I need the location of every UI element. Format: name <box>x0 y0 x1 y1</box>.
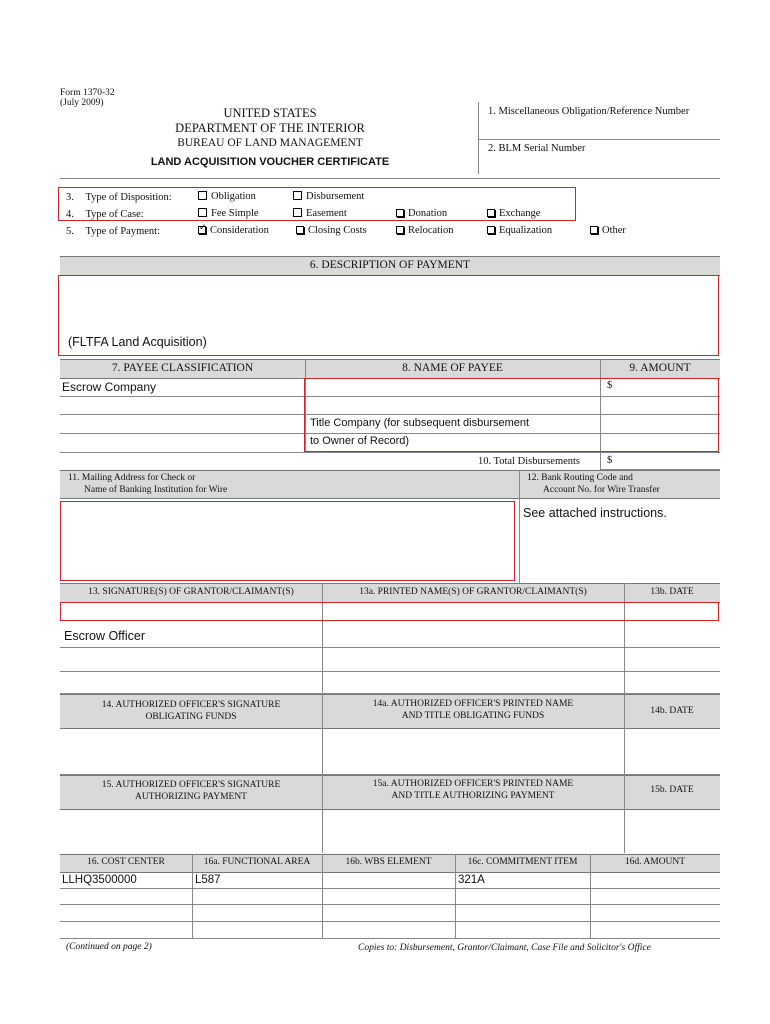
commitment-item-header: 16c. COMMITMENT ITEM <box>467 857 578 867</box>
continued-note: (Continued on page 2) <box>66 942 152 952</box>
auth15-date-header: 15b. DATE <box>650 785 694 795</box>
form-date: (July 2009) <box>60 98 104 108</box>
col-divider <box>624 694 625 774</box>
routing-label-a: 12. Bank Routing Code and <box>527 473 633 483</box>
header-bottom-rule <box>60 178 720 179</box>
payment-row: 5. Type of Payment: <box>66 226 160 237</box>
checkbox-icon[interactable] <box>198 208 207 217</box>
mailing-address-field[interactable] <box>60 501 515 581</box>
auth14-date-header: 14b. DATE <box>650 706 694 716</box>
col-divider <box>322 694 323 774</box>
page-title: LAND ACQUISITION VOUCHER CERTIFICATE <box>150 156 390 168</box>
functional-area-value: L587 <box>195 874 221 886</box>
row-rule <box>60 921 720 922</box>
checkbox-icon[interactable] <box>296 226 304 234</box>
col-divider <box>624 775 625 853</box>
disposition-row <box>66 192 172 203</box>
description-value: (FLTFA Land Acquisition) <box>68 335 207 349</box>
grantor-signature-row[interactable] <box>60 602 719 621</box>
disposition-num: 3. <box>66 192 74 203</box>
grantor-date-header: 13b. DATE <box>650 587 694 597</box>
ref-separator <box>478 139 720 140</box>
payee-classification-header: 7. PAYEE CLASSIFICATION <box>111 362 254 374</box>
auth15-name-header-b: AND TITLE AUTHORIZING PAYMENT <box>391 791 555 801</box>
payee-amount-header: 9. AMOUNT <box>629 362 691 374</box>
col-divider <box>322 775 323 853</box>
payment-consideration[interactable]: ✓ Consideration <box>198 225 269 236</box>
col-divider <box>624 583 625 693</box>
payee-note-line1: Title Company (for subsequent disbursement <box>310 417 530 429</box>
payment-relocation[interactable]: Relocation <box>396 225 454 236</box>
payee-name-header: 8. NAME OF PAYEE <box>402 362 503 374</box>
amount-header: 16d. AMOUNT <box>624 857 686 867</box>
checkbox-icon[interactable] <box>396 226 404 234</box>
payment-other[interactable]: Other <box>590 225 626 236</box>
commitment-item-value: 321A <box>458 874 485 886</box>
case-row: 4. Type of Case: <box>66 209 144 220</box>
case-fee-simple[interactable]: Fee Simple <box>198 208 259 219</box>
amount-dollar: $ <box>607 380 613 391</box>
checked-checkbox-icon[interactable] <box>198 226 206 234</box>
row-rule <box>60 888 720 889</box>
routing-instructions: See attached instructions. <box>523 506 667 520</box>
checkbox-icon[interactable] <box>293 191 302 200</box>
auth14-name-header-a: 14a. AUTHORIZED OFFICER'S PRINTED NAME <box>372 699 574 709</box>
row-rule <box>60 452 720 453</box>
case-donation[interactable]: Donation <box>396 208 447 219</box>
grantor-signature-header: 13. SIGNATURE(S) OF GRANTOR/CLAIMANT(S) <box>88 587 294 597</box>
auth14-name-header-b: AND TITLE OBLIGATING FUNDS <box>401 711 545 721</box>
row-rule <box>60 938 720 939</box>
total-disbursements-label: 10. Total Disbursements <box>478 456 581 467</box>
form-number: Form 1370-32 <box>60 88 115 98</box>
cost-center-header: 16. COST CENTER <box>87 857 165 867</box>
payment-closing-costs[interactable]: Closing Costs <box>296 225 367 236</box>
col-divider <box>519 470 520 583</box>
functional-area-header: 16a. FUNCTIONAL AREA <box>203 857 311 867</box>
mailing-label-a: 11. Mailing Address for Check or <box>68 473 196 483</box>
checkbox-icon[interactable] <box>590 226 598 234</box>
checkbox-icon[interactable] <box>198 191 207 200</box>
copies-note: Copies to: Disbursement, Grantor/Claimant, Case File and Solicitor's Office <box>358 943 651 953</box>
row-rule <box>60 904 720 905</box>
payee-classification-value: Escrow Company <box>62 380 157 394</box>
row-rule <box>60 671 720 672</box>
auth14-signature-header-b: OBLIGATING FUNDS <box>145 712 237 722</box>
row-rule <box>60 647 720 648</box>
case-exchange[interactable]: Exchange <box>487 208 540 219</box>
escrow-officer: Escrow Officer <box>64 629 146 643</box>
description-header: 6. DESCRIPTION OF PAYMENT <box>309 259 471 271</box>
grantor-printed-name-header: 13a. PRINTED NAME(S) OF GRANTOR/CLAIMANT(S) <box>359 587 587 597</box>
cost-center-value: LLHQ3500000 <box>62 874 137 886</box>
disposition-obligation[interactable]: Obligation <box>198 191 256 202</box>
checkbox-icon[interactable] <box>396 209 404 217</box>
ref-field-1-label: 1. Miscellaneous Obligation/Reference Number <box>488 106 690 117</box>
checkbox-icon[interactable] <box>293 208 302 217</box>
ref-field-2-label: 2. BLM Serial Number <box>488 143 586 154</box>
auth14-signature-header-a: 14. AUTHORIZED OFFICER'S SIGNATURE <box>101 700 281 710</box>
disposition-label: Type of Disposition: <box>85 192 172 203</box>
total-dollar: $ <box>607 455 613 466</box>
payment-equalization[interactable]: Equalization <box>487 225 552 236</box>
payee-note-line2: to Owner of Record) <box>310 435 410 447</box>
agency-line3: BUREAU OF LAND MANAGEMENT <box>177 137 363 149</box>
auth15-name-header-a: 15a. AUTHORIZED OFFICER'S PRINTED NAME <box>372 779 574 789</box>
auth15-signature-header-a: 15. AUTHORIZED OFFICER'S SIGNATURE <box>101 780 281 790</box>
col-divider <box>322 583 323 693</box>
agency-line2: DEPARTMENT OF THE INTERIOR <box>175 121 365 135</box>
routing-label-b: Account No. for Wire Transfer <box>543 485 660 495</box>
wbs-element-header: 16b. WBS ELEMENT <box>345 857 432 867</box>
checkbox-icon[interactable] <box>487 209 495 217</box>
case-easement[interactable]: Easement <box>293 208 347 219</box>
mailing-label-b: Name of Banking Institution for Wire <box>84 485 228 495</box>
disposition-disbursement[interactable]: Disbursement <box>293 191 364 202</box>
ref-divider <box>478 102 479 174</box>
checkbox-icon[interactable] <box>487 226 495 234</box>
auth15-signature-header-b: AUTHORIZING PAYMENT <box>135 792 247 802</box>
agency-line1: UNITED STATES <box>223 106 317 120</box>
